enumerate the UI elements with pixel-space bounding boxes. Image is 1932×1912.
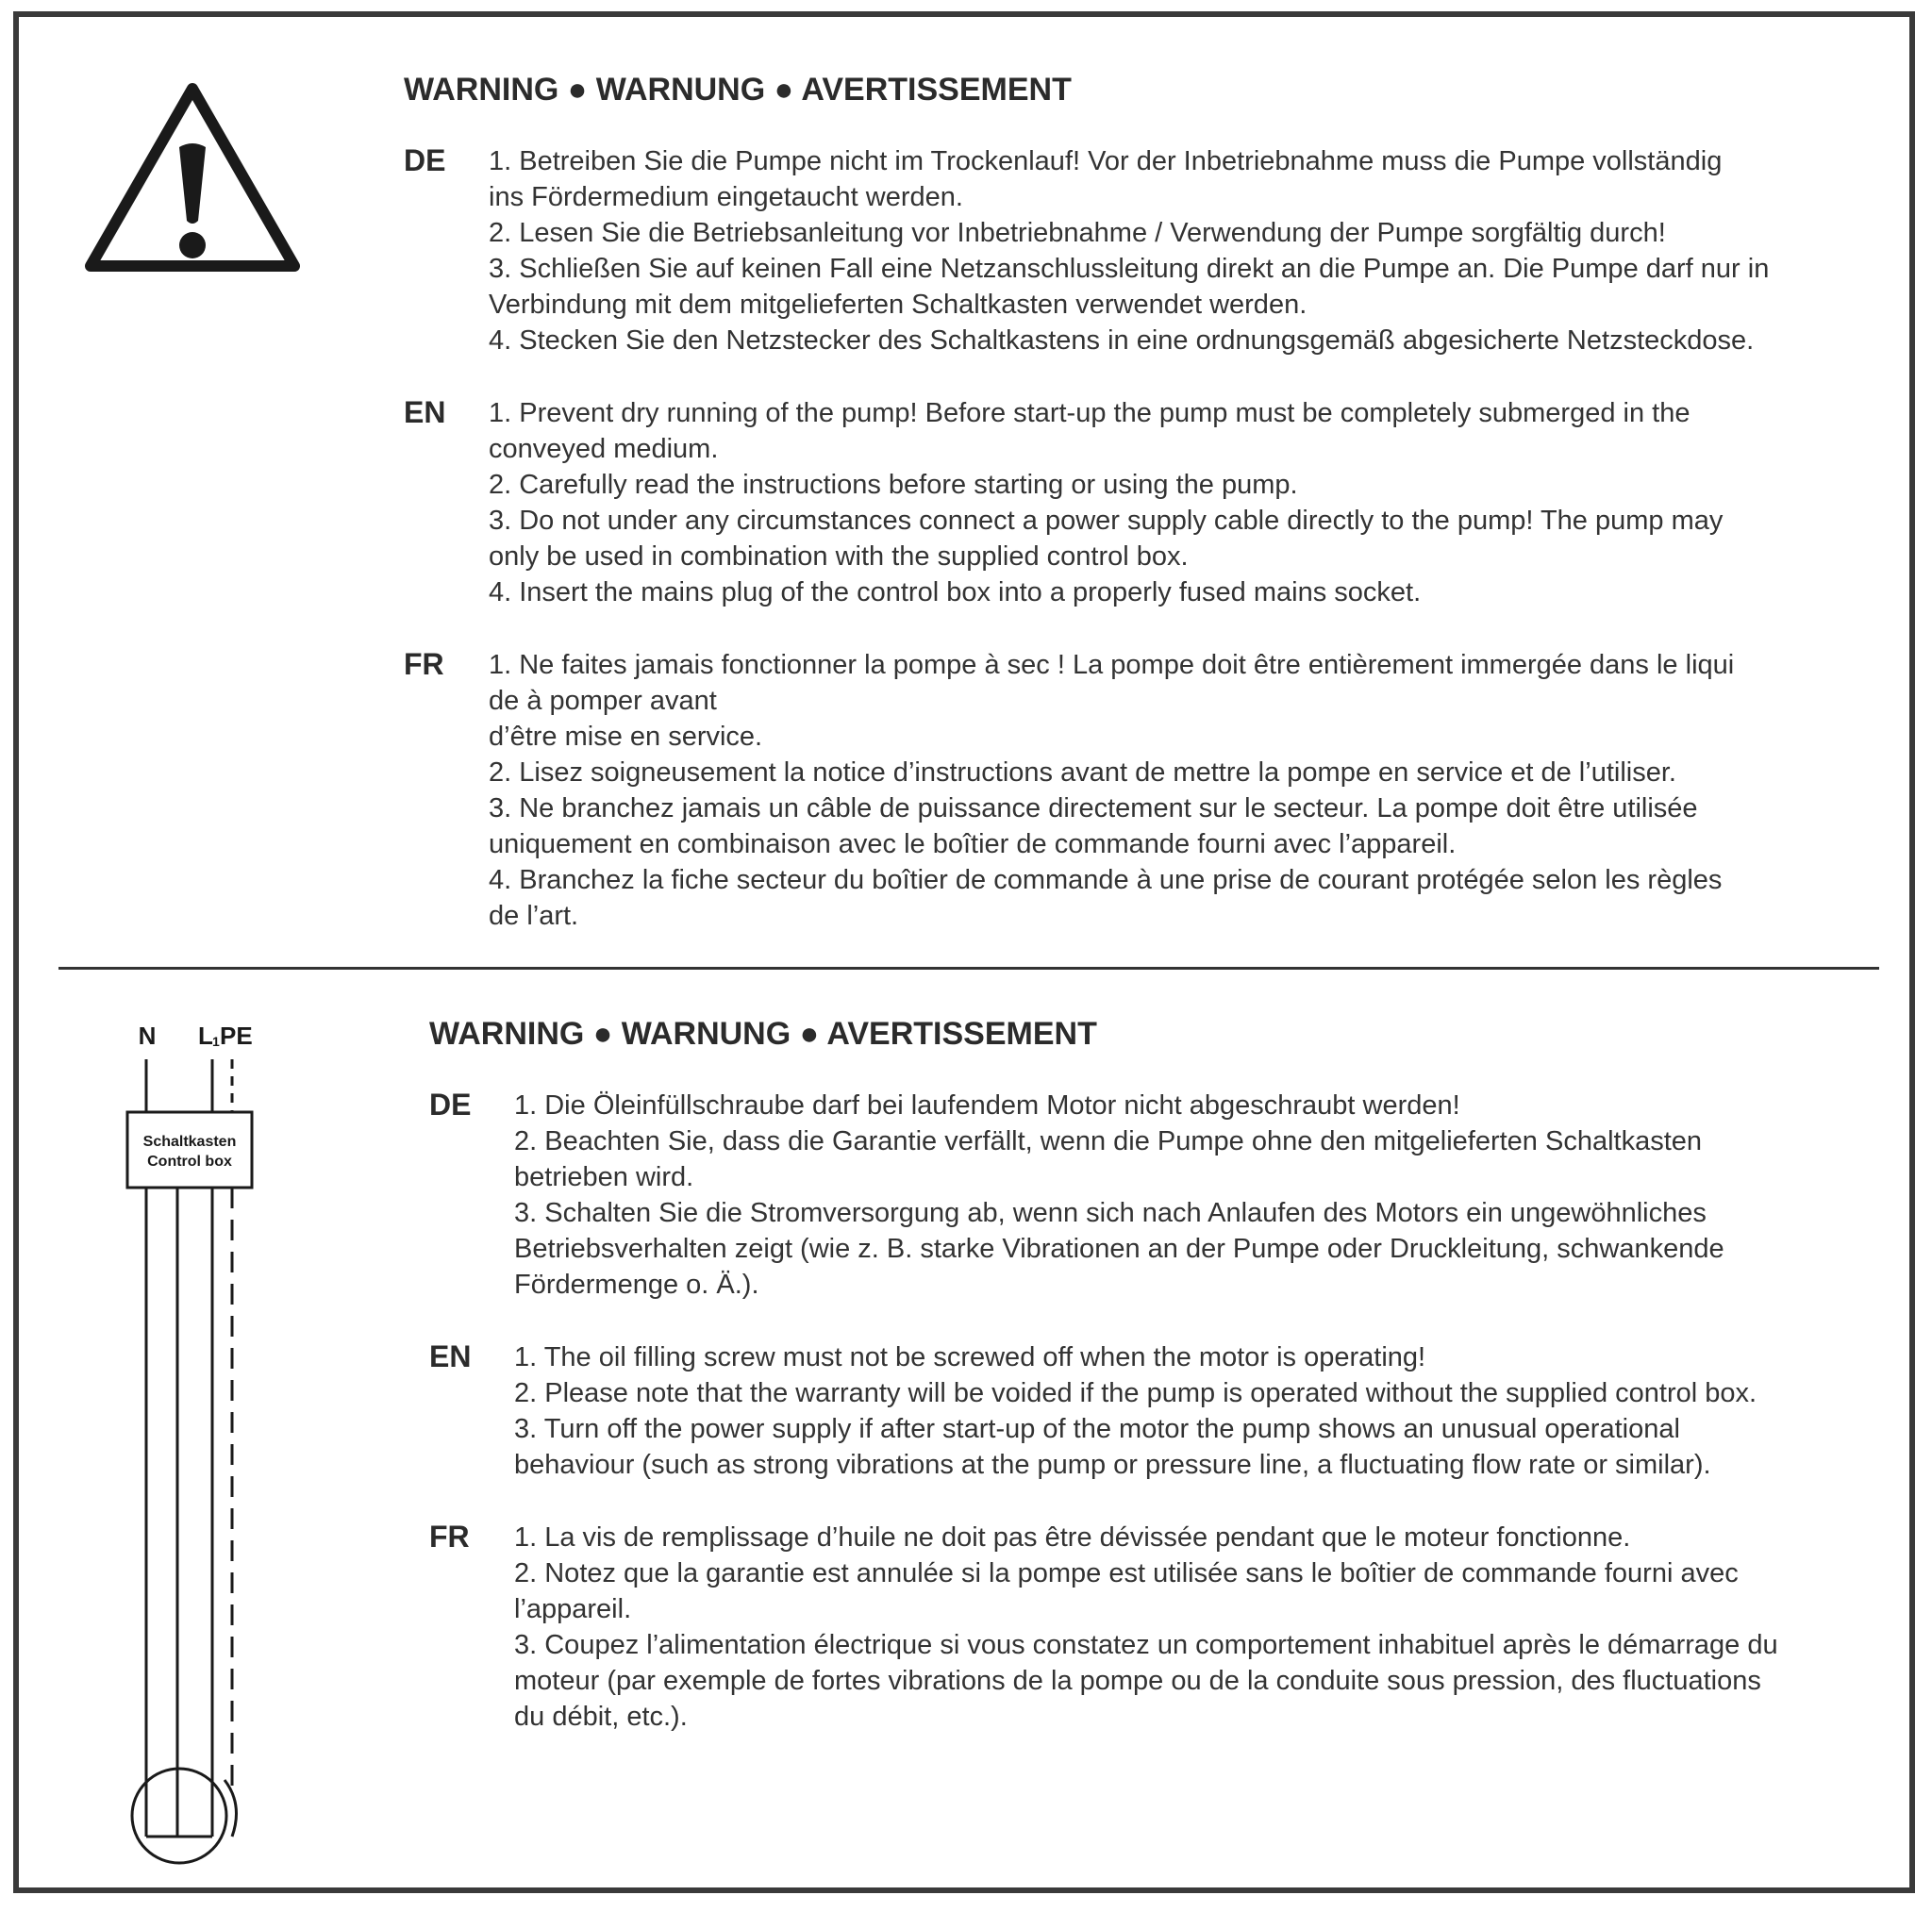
text-line: 3. Schließen Sie auf keinen Fall eine Netzanschlussleitung direkt an die Pumpe an. Die Pumpe darf nur in xyxy=(489,254,1770,284)
text-line: 1. Die Öleinfüllschraube darf bei laufendem Motor nicht abgeschraubt werden! xyxy=(514,1090,1460,1121)
wiring-diagram xyxy=(121,1014,262,1882)
text-line: moteur (par exemple de fortes vibrations de la pompe ou de la conduite sous pression, des fluctuations xyxy=(514,1666,1761,1696)
control-box xyxy=(127,1112,252,1188)
text-line: 2. Beachten Sie, dass die Garantie verfällt, wenn die Pumpe ohne den mitgelieferten Schaltkasten xyxy=(514,1126,1703,1156)
text-line: only be used in combination with the supplied control box. xyxy=(489,541,1189,572)
text-line: 4. Stecken Sie den Netzstecker des Schaltkastens in eine ordnungsgemäß abgesicherte Netzsteckdose. xyxy=(489,325,1755,356)
text-line: behaviour (such as strong vibrations at the pump or pressure line, a fluctuating flow rate or similar). xyxy=(514,1450,1711,1480)
text-line: 3. Ne branchez jamais un câble de puissance directement sur le secteur. La pompe doit être utilisée xyxy=(489,793,1698,823)
section-heading: WARNING ● WARNUNG ● AVERTISSEMENT xyxy=(429,1016,1097,1052)
text-line: de l’art. xyxy=(489,901,579,931)
text-line: 2. Notez que la garantie est annulée si la pompe est utilisée sans le boîtier de commande fourni avec xyxy=(514,1558,1739,1588)
text-line: du débit, etc.). xyxy=(514,1702,688,1732)
section-divider xyxy=(58,967,1879,970)
label-l1: L xyxy=(198,1022,213,1050)
lang-code: EN xyxy=(404,395,446,429)
lang-text xyxy=(514,1520,1778,1735)
text-line: 2. Lesen Sie die Betriebsanleitung vor Inbetriebnahme / Verwendung der Pumpe sorgfältig durch! xyxy=(489,218,1666,248)
text-line: 4. Insert the mains plug of the control box into a properly fused mains socket. xyxy=(489,577,1422,607)
lang-code: DE xyxy=(429,1088,472,1122)
text-line: ins Fördermedium eingetaucht werden. xyxy=(489,182,963,212)
text-line: uniquement en combinaison avec le boîtier de commande fourni avec l’appareil. xyxy=(489,829,1457,859)
text-line: Betriebsverhalten zeigt (wie z. B. starke Vibrationen an der Pumpe oder Druckleitung, schwankende xyxy=(514,1234,1724,1264)
text-line: 1. Prevent dry running of the pump! Before start-up the pump must be completely submerged in the xyxy=(489,398,1690,428)
lang-code: FR xyxy=(404,647,444,681)
text-line: 1. La vis de remplissage d’huile ne doit pas être dévissée pendant que le moteur fonctionne. xyxy=(514,1522,1631,1553)
lang-code: FR xyxy=(429,1520,470,1554)
lang-text xyxy=(489,647,1734,934)
text-line: 3. Do not under any circumstances connect a power supply cable directly to the pump! The pump may xyxy=(489,506,1724,536)
lang-text xyxy=(489,143,1769,358)
text-line: de à pomper avant xyxy=(489,686,717,716)
text-line: 3. Coupez l’alimentation électrique si vous constatez un comportement inhabituel après le démarrage du xyxy=(514,1630,1778,1660)
control-box-label-de: Schaltkasten xyxy=(142,1134,237,1150)
label-n: N xyxy=(138,1022,157,1050)
text-line: l’appareil. xyxy=(514,1594,632,1624)
lang-text xyxy=(489,395,1723,610)
lang-text xyxy=(514,1339,1757,1483)
text-line: 1. Ne faites jamais fonctionner la pompe à sec ! La pompe doit être entièrement immergée dans le liqui xyxy=(489,650,1735,680)
text-line: 3. Schalten Sie die Stromversorgung ab, wenn sich nach Anlaufen des Motors ein ungewöhnliches xyxy=(514,1198,1707,1228)
text-line: 1. The oil filling screw must not be screwed off when the motor is operating! xyxy=(514,1342,1426,1372)
text-line: 2. Lisez soigneusement la notice d’instructions avant de mettre la pompe en service et de l’utiliser. xyxy=(489,757,1676,788)
label-pe: PE xyxy=(220,1022,253,1050)
text-line: Verbindung mit dem mitgelieferten Schaltkasten verwendet werden. xyxy=(489,290,1307,320)
text-line: 3. Turn off the power supply if after start-up of the motor the pump shows an unusual operational xyxy=(514,1414,1680,1444)
text-line: 2. Carefully read the instructions before starting or using the pump. xyxy=(489,470,1298,500)
lang-text xyxy=(514,1088,1724,1303)
text-line: Fördermenge o. Ä.). xyxy=(514,1270,759,1300)
lang-code: EN xyxy=(429,1339,472,1373)
section-heading: WARNING ● WARNUNG ● AVERTISSEMENT xyxy=(404,72,1072,108)
warning-triangle-icon xyxy=(81,79,304,277)
text-line: 1. Betreiben Sie die Pumpe nicht im Trockenlauf! Vor der Inbetriebnahme muss die Pumpe vollständig xyxy=(489,146,1723,176)
lang-code: DE xyxy=(404,143,446,177)
text-line: betrieben wird. xyxy=(514,1162,694,1192)
text-line: 2. Please note that the warranty will be voided if the pump is operated without the supplied control box. xyxy=(514,1378,1757,1408)
control-box-label-en: Control box xyxy=(147,1154,232,1170)
text-line: 4. Branchez la fiche secteur du boîtier de commande à une prise de courant protégée selon les règles xyxy=(489,865,1723,895)
text-line: conveyed medium. xyxy=(489,434,719,464)
text-line: d’être mise en service. xyxy=(489,722,763,752)
label-l1-sub: 1 xyxy=(212,1034,220,1049)
